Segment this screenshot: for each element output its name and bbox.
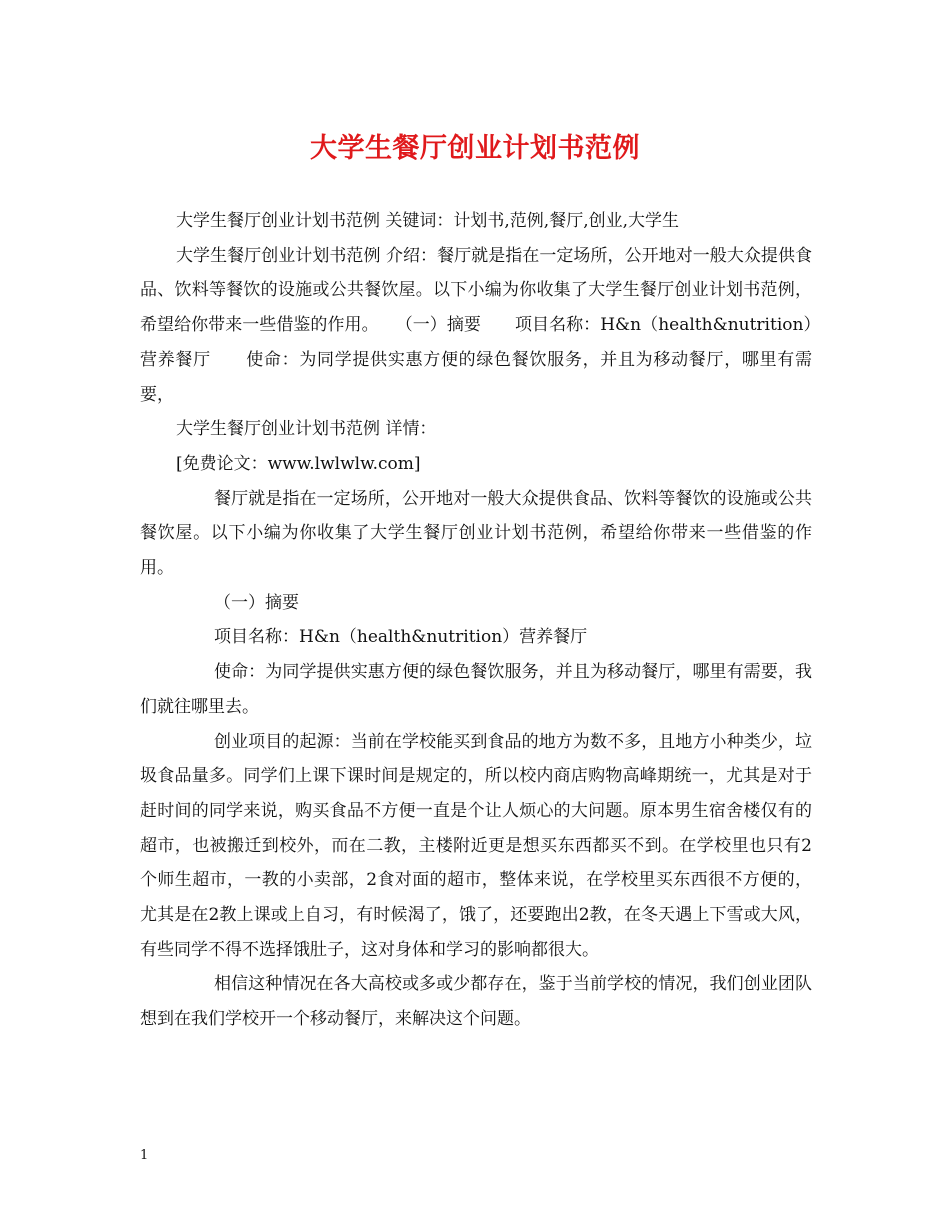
summary-heading: （一）摘要	[214, 592, 299, 613]
project-name-paragraph: 项目名称：H&n（health&nutrition）营养餐厅	[214, 627, 588, 648]
document-body	[140, 204, 812, 1037]
page-number: 1	[140, 1148, 149, 1163]
conclusion-paragraph: 相信这种情况在各大高校或多或少都存在，鉴于当前学校的情况，我们创业团队想到在我们学校开一个移动餐厅，来解决这个问题。	[140, 974, 812, 1030]
details-heading: 大学生餐厅创业计划书范例 详情：	[176, 419, 437, 440]
restaurant-intro-paragraph: 餐厅就是指在一定场所，公开地对一般大众提供食品、饮料等餐饮的设施或公共餐饮屋。以下小编为你收集了大学生餐厅创业计划书范例，希望给你带来一些借鉴的作用。	[140, 488, 812, 579]
document-title: 大学生餐厅创业计划书范例	[310, 133, 640, 164]
intro-paragraph: 大学生餐厅创业计划书范例 介绍：餐厅就是指在一定场所，公开地对一般大众提供食品、饮料等餐饮的设施或公共餐饮屋。以下小编为你收集了大学生餐厅创业计划书范例，希望给你带来一些借鉴的作用。 （一）摘要 项目名称：H&n（health&nutrition）营养餐厅 使命：为同学提供实惠方便的绿色餐饮服务，并且为移动餐厅，哪里有需要，	[140, 245, 812, 405]
origin-paragraph: 创业项目的起源：当前在学校能买到食品的地方为数不多，且地方小种类少，垃圾食品量多。同学们上课下课时间是规定的，所以校内商店购物高峰期统一，尤其是对于赶时间的同学来说，购买食品不方便一直是个让人烦心的大问题。原本男生宿舍楼仅有的超市，也被搬迁到校外，而在二教，主楼附近更是想买东西都买不到。在学校里也只有2个师生超市，一教的小卖部，2食对面的超市，整体来说，在学校里买东西很不方便的，尤其是在2教上课或上自习，有时候渴了，饿了，还要跑出2教，在冬天遇上下雪或大风，有些同学不得不选择饿肚子，这对身体和学习的影响都很大。	[140, 731, 812, 960]
keywords-paragraph: 大学生餐厅创业计划书范例 关键词：计划书,范例,餐厅,创业,大学生	[176, 211, 680, 231]
mission-paragraph: 使命：为同学提供实惠方便的绿色餐饮服务，并且为移动餐厅，哪里有需要，我们就往哪里去。	[140, 662, 812, 717]
source-link: [免费论文：www.lwlwlw.com]	[176, 453, 421, 474]
